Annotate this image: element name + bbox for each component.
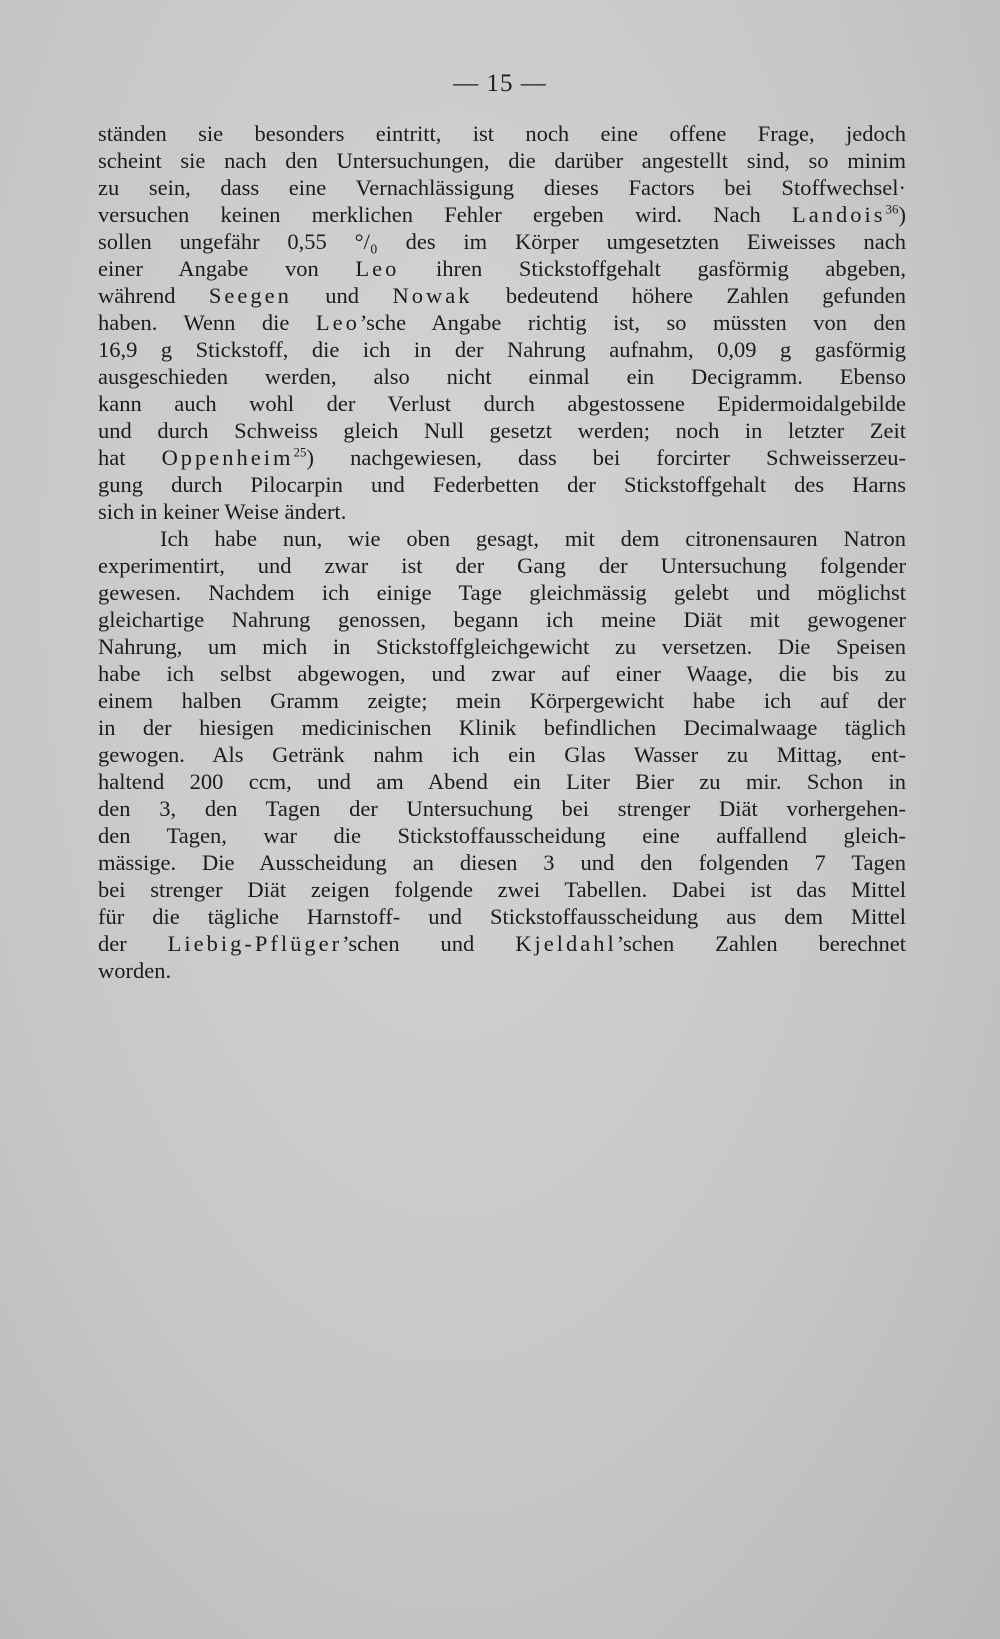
text-line: bei strenger Diät zeigen folgende zwei Tabellen. Dabei ist das Mittel [98,877,906,902]
body-text [98,120,906,984]
footnote-ref: 36 [885,201,899,217]
text-line: scheint sie nach den Untersuchungen, die darüber angestellt sind, so minim [98,148,906,173]
text-segment: ’schen und [342,931,516,956]
author-name: Liebig-Pflüger [167,931,343,956]
text-line: 16,9 g Stickstoff, die ich in der Nahrung aufnahm, 0,09 g gasförmig [98,337,906,362]
text-line: gleichartige Nahrung genossen, begann ich meine Diät mit gewogener [98,607,906,632]
text-segment: bedeutend höhere Zahlen gefunden [472,283,906,308]
text-segment: und [291,283,393,308]
text-line: sich in keiner Weise ändert. [98,499,347,524]
author-name: Nowak [392,283,473,308]
text-segment: haben. Wenn die [98,310,290,335]
text-line: für die tägliche Harnstoff- und Stickstoffausscheidung aus dem Mittel [98,904,906,929]
text-line [98,309,906,336]
text-line: den Tagen, war die Stickstoffausscheidung eine auffallend gleich- [98,823,906,848]
text-line: gewesen. Nachdem ich einige Tage gleichmässig gelebt und möglichst [98,580,906,605]
text-line [98,930,906,957]
text-segment: ) [898,202,907,227]
text-line: worden. [98,958,172,983]
text-line: den 3, den Tagen der Untersuchung bei strenger Diät vorhergehen- [98,796,906,821]
text-segment: der [98,931,127,956]
text-segment: ) nachgewiesen, dass bei forcirter Schweisserzeu- [306,445,907,470]
text-line: kann auch wohl der Verlust durch abgestossene Epidermoidalgebilde [98,391,906,416]
text-segment: während [98,283,176,308]
author-name: Kjeldahl [515,931,617,956]
text-line: Nahrung, um mich in Stickstoffgleichgewicht zu versetzen. Die Speisen [98,634,906,659]
text-line [98,201,906,228]
text-line [98,282,906,309]
footnote-ref: 25 [293,444,307,460]
text-line: mässige. Die Ausscheidung an diesen 3 und den folgenden 7 Tagen [98,850,906,875]
author-name: Oppenheim [161,445,294,470]
text-line [98,444,906,471]
text-line: zu sein, dass eine Vernachlässigung dieses Factors bei Stoffwechsel· [98,175,906,200]
text-line: und durch Schweiss gleich Null gesetzt werden; noch in letzter Zeit [98,418,906,443]
text-line: ausgeschieden werden, also nicht einmal ein Decigramm. Ebenso [98,364,906,389]
text-line: experimentirt, und zwar ist der Gang der Untersuchung folgender [98,553,906,578]
text-line [98,255,906,282]
author-name: Leo [315,310,360,335]
text-line: haltend 200 ccm, und am Abend ein Liter Bier zu mir. Schon in [98,769,906,794]
page-number: — 15 — [453,70,547,97]
text-line: in der hiesigen medicinischen Klinik befindlichen Decimalwaage täglich [98,715,906,740]
text-line: habe ich selbst abgewogen, und zwar auf einer Waage, die bis zu [98,661,906,686]
text-line: einem halben Gramm zeigte; mein Körpergewicht habe ich auf der [98,688,906,713]
text-segment: ’schen Zahlen berechnet [616,931,906,956]
text-line: ständen sie besonders eintritt, ist noch eine offene Frage, jedoch [98,121,906,146]
author-name: Leo [355,256,400,281]
author-name: Seegen [208,283,292,308]
text-line: sollen ungefähr 0,55 °/₀ des im Körper umgesetzten Eiweisses nach [98,229,906,254]
text-segment: einer Angabe von [98,256,319,281]
author-name: Landois [792,202,886,227]
text-segment: ’sche Angabe richtig ist, so müssten von den [359,310,907,335]
paragraph-start: Ich habe nun, wie oben gesagt, mit dem citronensauren Natron [160,526,906,551]
text-line: gewogen. Als Getränk nahm ich ein Glas Wasser zu Mittag, ent- [98,742,906,767]
text-line: gung durch Pilocarpin und Federbetten der Stickstoffgehalt des Harns [98,472,906,497]
text-segment: ihren Stickstoffgehalt gasförmig abgeben, [399,256,906,281]
text-segment: versuchen keinen merklichen Fehler ergeben wird. Nach [98,202,761,227]
text-segment: hat [98,445,126,470]
